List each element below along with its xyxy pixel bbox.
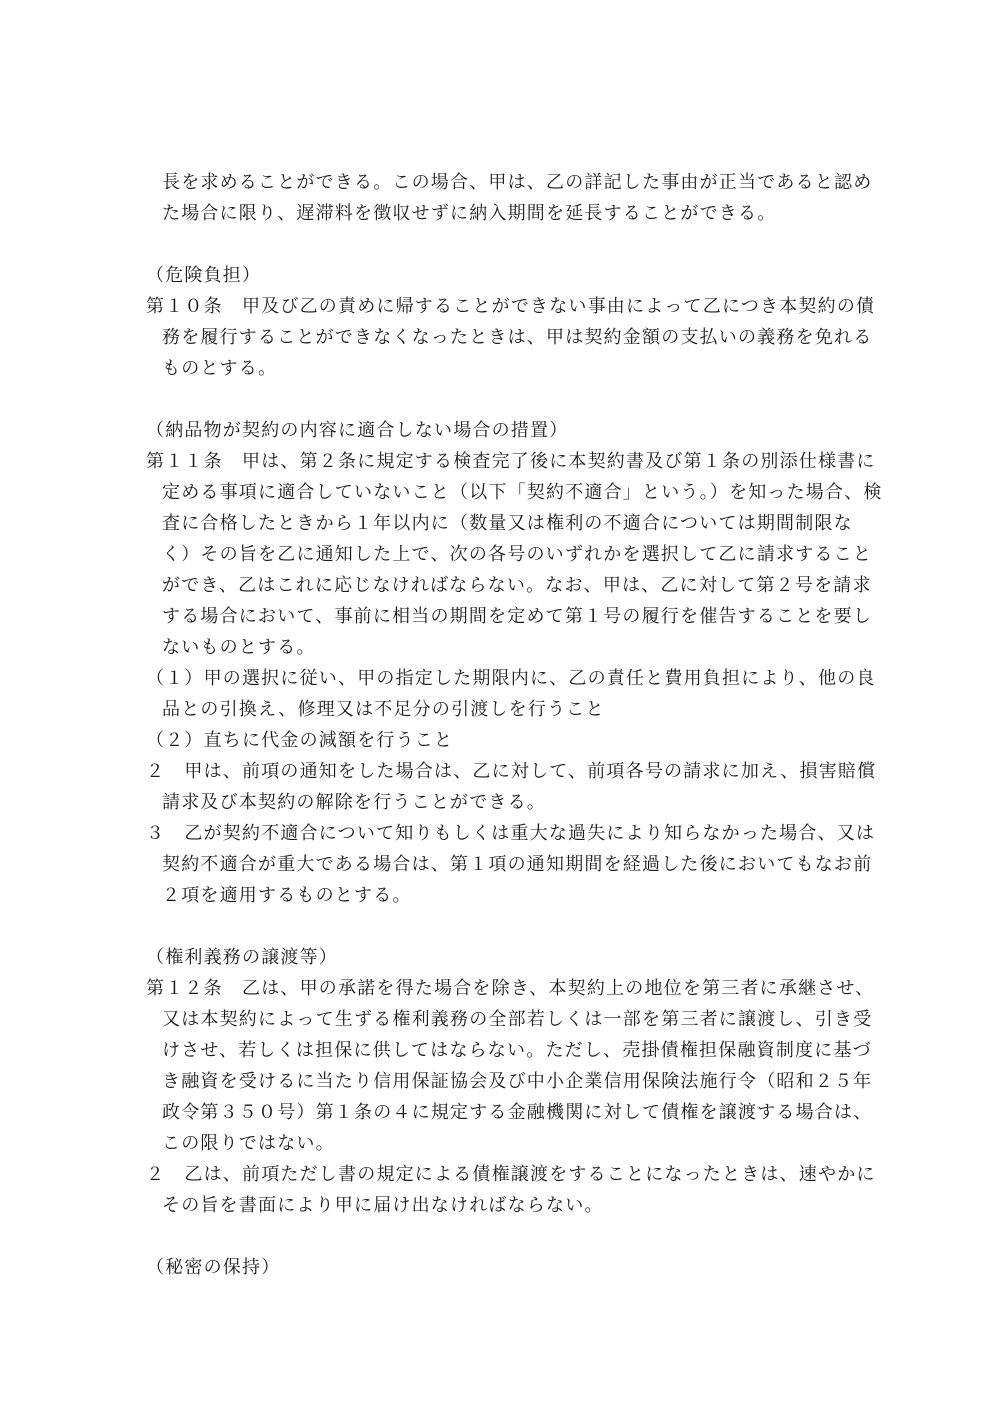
text-line: その旨を書面により甲に届け出なければならない。 (162, 1195, 604, 1216)
section-heading: （権利義務の譲渡等） (146, 947, 338, 968)
paragraph-line: ２ 甲は、前項の通知をした場合は、乙に対して、前項各号の請求に加え、損害賠償 (146, 761, 877, 782)
text-line: 政令第３５０号）第１条の４に規定する金融機関に対して債権を譲渡する場合は、 (162, 1102, 873, 1123)
article-line: 第１０条 甲及び乙の責めに帰することができない事由によって乙につき本契約の債 (146, 296, 876, 317)
text-line: この限りではない。 (162, 1133, 335, 1154)
text-line: 又は本契約によって生ずる権利義務の全部若しくは一部を第三者に譲渡し、引き受 (162, 1009, 873, 1030)
item-line: （２）直ちに代金の減額を行うこと (146, 730, 454, 751)
text-line: ができ、乙はこれに応じなければならない。なお、甲は、乙に対して第２号を請求 (162, 575, 872, 596)
text-line: けさせ、若しくは担保に供してはならない。ただし、売掛債権担保融資制度に基づ (162, 1040, 872, 1061)
article-line: 第１２条 乙は、甲の承諾を得た場合を除き、本契約上の地位を第三者に承継させ、 (146, 978, 875, 999)
text-line: 定める事項に適合していないこと（以下「契約不適合」という。）を知った場合、検 (162, 482, 883, 503)
text-line: く）その旨を乙に通知した上で、次の各号のいずれかを選択して乙に請求すること (162, 544, 873, 565)
text-line: 査に合格したときから１年以内に（数量又は権利の不適合については期間制限な (162, 513, 853, 534)
paragraph-line: ２ 乙は、前項ただし書の規定による債権譲渡をすることになったときは、速やかに (146, 1164, 876, 1185)
text-line: 務を履行することができなくなったときは、甲は契約金額の支払いの義務を免れる (162, 327, 873, 348)
text-line: 請求及び本契約の解除を行うことができる。 (162, 792, 546, 813)
text-line: 契約不適合が重大である場合は、第１項の通知期間を経過した後においてもなお前 (162, 854, 873, 875)
item-line: （１）甲の選択に従い、甲の指定した期限内に、乙の責任と費用負担により、他の良 (146, 668, 876, 689)
article-line: 第１１条 甲は、第２条に規定する検査完了後に本契約書及び第１条の別添仕様書に (146, 451, 876, 472)
paragraph-line: ３ 乙が契約不適合について知りもしくは重大な過失により知らなかった場合、又は (146, 823, 876, 844)
section-heading: （納品物が契約の内容に適合しない場合の措置） (146, 420, 569, 441)
text-line: 長を求めることができる。この場合、甲は、乙の詳記した事由が正当であると認め (162, 172, 873, 193)
text-line: ものとする。 (162, 358, 278, 379)
text-line: する場合において、事前に相当の期間を定めて第１号の履行を催告することを要し (162, 606, 873, 627)
text-line: 品との引換え、修理又は不足分の引渡しを行うこと (162, 699, 605, 720)
section-heading: （危険負担） (146, 265, 262, 286)
text-line: た場合に限り、遅滞料を徴収せずに納入期間を延長することができる。 (162, 203, 777, 224)
text-line: き融資を受けるに当たり信用保証協会及び中小企業信用保険法施行令（昭和２５年 (162, 1071, 873, 1092)
text-line: ないものとする。 (162, 637, 316, 658)
section-heading: （秘密の保持） (146, 1257, 281, 1278)
text-line: ２項を適用するものとする。 (162, 885, 412, 906)
